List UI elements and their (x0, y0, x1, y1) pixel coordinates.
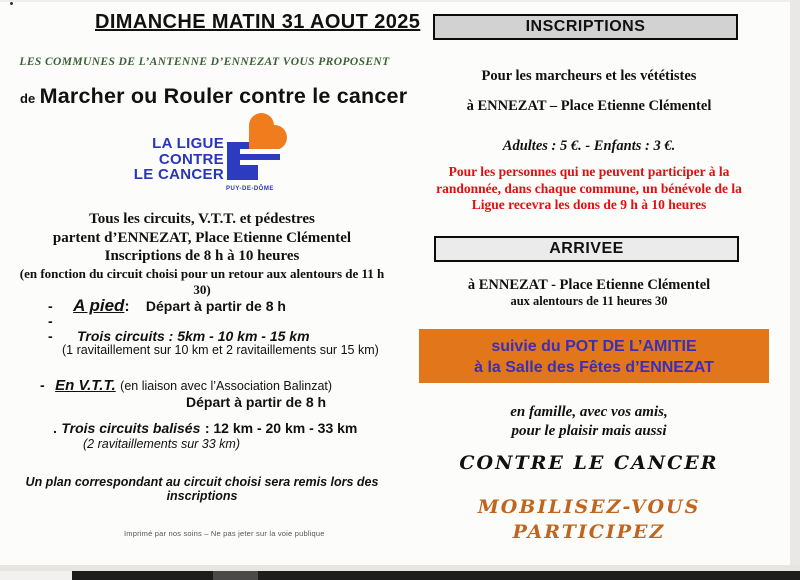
apied-label: A pied (73, 296, 125, 315)
arrivee-line1: à ENNEZAT - Place Etienne Clémentel (467, 277, 711, 293)
logo-line2: CONTRE (158, 150, 224, 168)
red-note-line1: Pour les personnes qui ne peuvent participer à la (448, 164, 730, 179)
lone-dash: - (48, 313, 53, 329)
balises-distances: : 12 km - 20 km - 33 km (204, 420, 358, 436)
logo-region: PUY-DE-DÔME (226, 186, 274, 192)
apied-text: Départ à partir de 8 h (145, 298, 286, 314)
circuits-note: (1 ravitaillement sur 10 km et 2 ravitaillements sur 15 km) (62, 343, 379, 357)
vtt-suffix: (en liaison avec l’Association Balinzat) (120, 379, 333, 393)
apied-row (48, 296, 286, 316)
marcheurs-line: Pour les marcheurs et les vététistes (481, 68, 697, 84)
lieu-line: à ENNEZAT – Place Etienne Clémentel (466, 98, 712, 114)
headline-text: Marcher ou Rouler contre le cancer (39, 84, 408, 108)
top-edge-strip (0, 0, 790, 2)
taskbar[interactable] (72, 571, 800, 580)
logo-stripe-white-bottom (240, 160, 266, 165)
info-line1: Tous les circuits, V.T.T. et pédestres (89, 211, 315, 227)
contre-le-cancer: CONTRE LE CANCER (459, 452, 719, 474)
red-note-line2: randonnée, dans chaque commune, un bénévole de la (436, 180, 742, 196)
right-edge-strip (790, 0, 800, 565)
apied-colon: : (124, 298, 130, 315)
red-note (400, 164, 778, 214)
vtt-row (40, 377, 332, 395)
heart-icon (249, 125, 274, 150)
info-line2: partent d’ENNEZAT, Place Etienne Clémentel (52, 229, 352, 246)
ligue-logo-text (130, 136, 224, 183)
balises-label: Trois circuits balisés (61, 420, 201, 436)
balises-prefix: . (53, 420, 57, 436)
communes-subtitle: LES COMMUNES DE L’ANTENNE D’ENNEZAT VOUS PROPOSENT (19, 56, 390, 68)
pot-line1: suivie du POT DE L’AMITIE (491, 338, 697, 355)
red-note-line3: Ligue recevra les dons de 9 h à 10 heures (471, 197, 707, 212)
circuits-text: Trois circuits : 5km - 10 km - 15 km (77, 328, 310, 344)
print-note: Imprimé par nos soins – Ne pas jeter sur la voie publique (124, 529, 325, 538)
vtt-label: En V.T.T. (55, 377, 116, 394)
info-note: (en fonction du circuit choisi pour un retour aux alentours de 11 h 30) (19, 265, 385, 297)
pot-line2: à la Salle des Fêtes d’ENNEZAT (474, 359, 714, 376)
taskbar-left-segment (0, 571, 72, 580)
vtt-depart: Départ à partir de 8 h (186, 394, 327, 410)
plan-note: Un plan correspondant au circuit choisi sera remis lors des inscriptions (25, 475, 379, 503)
scan-speck (10, 2, 13, 5)
logo-line1: LA LIGUE (152, 135, 224, 152)
inscriptions-header: INSCRIPTIONS (433, 14, 738, 40)
page-title: DIMANCHE MATIN 31 AOUT 2025 (95, 11, 421, 33)
apied-dash: - (48, 298, 53, 314)
headline (20, 84, 407, 109)
mobilisez-vous: MOBILISEZ-VOUS (477, 496, 701, 518)
vtt-dash: - (40, 377, 45, 393)
pot-banner (419, 329, 769, 383)
ligue-logo (130, 110, 300, 205)
circuits-info (12, 210, 392, 298)
tarifs-line: Adultes : 5 €. - Enfants : 3 €. (502, 138, 676, 154)
balises-row (53, 420, 357, 438)
family-line2: pour le plaisir mais aussi (511, 423, 667, 439)
family-line1: en famille, avec vos amis, (510, 404, 668, 420)
headline-prefix: de (20, 91, 36, 106)
participez: PARTICIPEZ (512, 521, 666, 543)
logo-line3: LE CANCER (133, 166, 224, 183)
circuits-dash: - (48, 328, 53, 344)
taskbar-item[interactable] (213, 571, 258, 580)
arrivee-line2: aux alentours de 11 heures 30 (510, 294, 668, 308)
balises-note: (2 ravitaillements sur 33 km) (83, 437, 240, 451)
info-line3: Inscriptions de 8 h à 10 heures (104, 248, 300, 264)
arrivee-header: ARRIVEE (434, 236, 739, 262)
